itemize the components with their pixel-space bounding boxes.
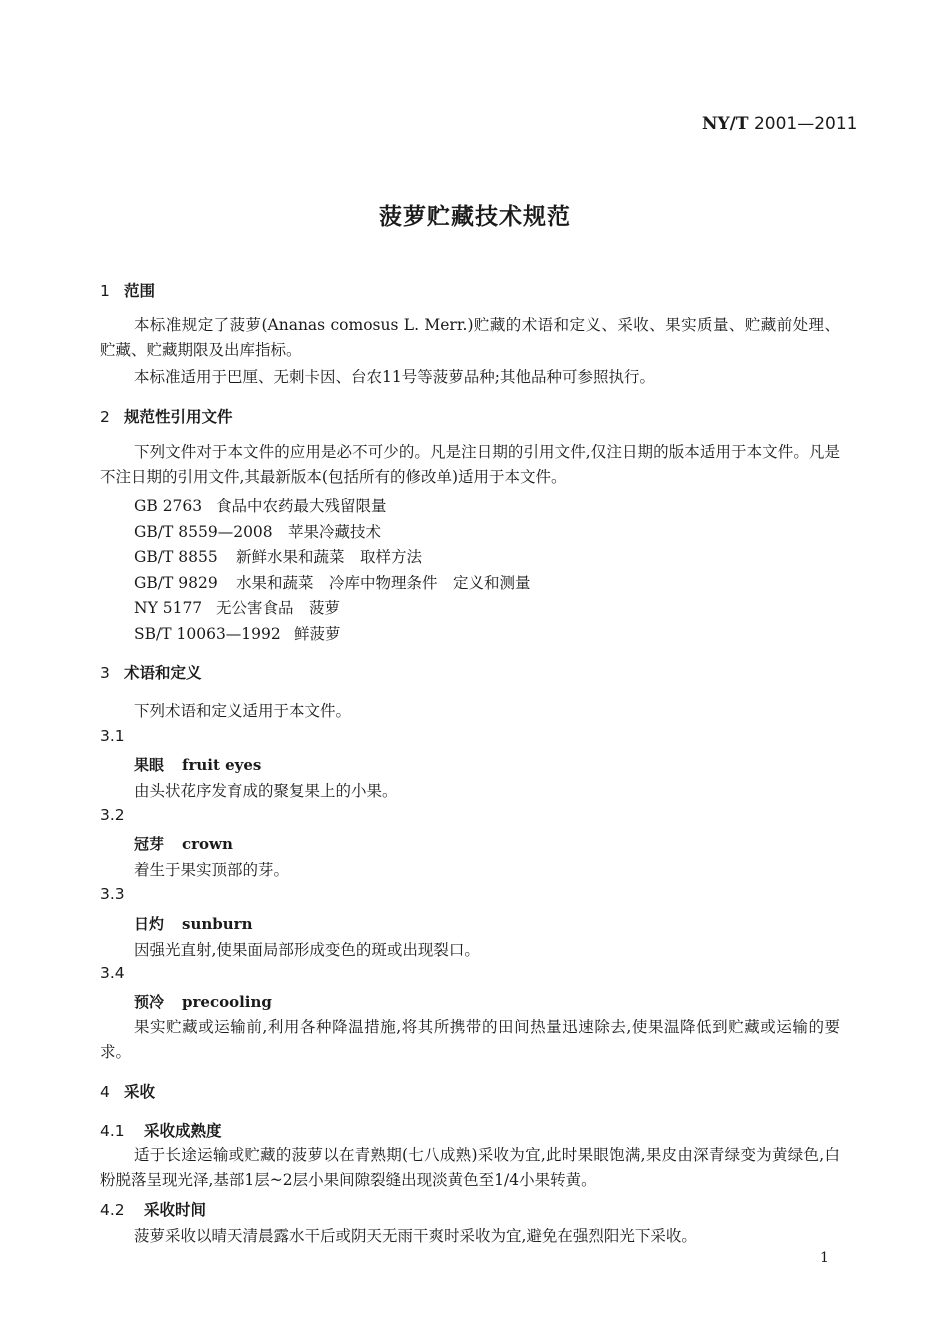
reference-code: GB 2763 <box>134 497 203 515</box>
subsection-4-2-heading <box>100 1198 206 1220</box>
term-english: precooling <box>182 993 272 1011</box>
standard-code-number: 2001—2011 <box>753 114 858 134</box>
term-definition: 因强光直射,使果面局部形成变色的斑或出现裂口。 <box>134 941 480 959</box>
term-chinese: 冠芽 <box>134 835 165 853</box>
term-number: 3.3 <box>100 885 125 903</box>
reference-item <box>134 494 387 516</box>
reference-code: GB/T 8559—2008 <box>134 523 273 541</box>
section-1-paragraph-2: 本标准适用于巴厘、无刺卡因、台农11号等菠萝品种;其他品种可参照执行。 <box>134 368 655 386</box>
term-chinese: 日灼 <box>134 915 165 933</box>
reference-name: 食品中农药最大残留限量 <box>216 497 387 515</box>
term-number: 3.1 <box>100 727 125 745</box>
reference-item <box>134 596 340 618</box>
reference-code: GB/T 8855 <box>134 548 218 566</box>
reference-name: 鲜菠萝 <box>294 625 341 643</box>
term-chinese: 预冷 <box>134 993 165 1011</box>
section-4-heading <box>100 1080 155 1102</box>
subsection-4-2-text: 菠萝采收以晴天清晨露水干后或阴天无雨干爽时采收为宜,避免在强烈阳光下采收。 <box>134 1227 697 1245</box>
reference-name: 苹果冷藏技术 <box>288 523 382 541</box>
section-3-heading <box>100 661 202 683</box>
section-number: 3 <box>100 664 110 682</box>
subsection-4-1-text: 适于长途运输或贮藏的菠萝以在青熟期(七八成熟)采收为宜,此时果眼饱满,果皮由深青绿变为黄绿色,白粉脱落呈现光泽,基部1层~2层小果间隙裂缝出现淡黄色至1/4小果转黄。 <box>100 1146 840 1189</box>
reference-name: 无公害食品 菠萝 <box>216 599 341 617</box>
section-2-heading <box>100 405 233 427</box>
section-number: 2 <box>100 408 110 426</box>
section-2-paragraph-1: 下列文件对于本文件的应用是必不可少的。凡是注日期的引用文件,仅注日期的版本适用于本文件。凡是不注日期的引用文件,其最新版本(包括所有的修改单)适用于本文件。 <box>100 443 840 486</box>
subsection-title: 采收成熟度 <box>144 1122 222 1140</box>
term-definition: 果实贮藏或运输前,利用各种降温措施,将其所携带的田间热量迅速除去,使果温降低到贮藏或运输的要求。 <box>100 1018 840 1061</box>
reference-code: SB/T 10063—1992 <box>134 625 281 643</box>
standard-code <box>702 114 857 134</box>
reference-name: 水果和蔬菜 冷库中物理条件 定义和测量 <box>236 574 531 592</box>
reference-item <box>134 622 341 644</box>
section-number: 1 <box>100 282 110 300</box>
term-chinese: 果眼 <box>134 756 165 774</box>
subsection-title: 采收时间 <box>144 1201 207 1219</box>
reference-code: NY 5177 <box>134 599 203 617</box>
term-number: 3.2 <box>100 806 125 824</box>
term-english: sunburn <box>182 915 253 933</box>
section-title: 采收 <box>124 1083 156 1101</box>
term-definition: 由头状花序发育成的聚复果上的小果。 <box>134 782 398 800</box>
term-heading <box>134 754 261 775</box>
term-english: crown <box>182 835 233 853</box>
reference-item <box>134 545 422 567</box>
reference-item <box>134 571 531 593</box>
reference-code: GB/T 9829 <box>134 574 218 592</box>
term-heading <box>134 991 272 1012</box>
term-heading <box>134 833 233 854</box>
section-title: 术语和定义 <box>124 664 202 682</box>
section-title: 范围 <box>124 282 156 300</box>
term-definition: 着生于果实顶部的芽。 <box>134 861 290 879</box>
term-number: 3.4 <box>100 964 125 982</box>
subsection-number: 4.2 <box>100 1201 125 1219</box>
term-english: fruit eyes <box>182 756 262 774</box>
page-title: 菠萝贮藏技术规范 <box>379 204 571 230</box>
section-3-paragraph-1: 下列术语和定义适用于本文件。 <box>134 702 352 720</box>
reference-name: 新鲜水果和蔬菜 取样方法 <box>236 548 423 566</box>
reference-item <box>134 520 381 542</box>
subsection-4-1-heading <box>100 1119 222 1141</box>
term-heading <box>134 913 252 934</box>
section-number: 4 <box>100 1083 110 1101</box>
section-1-heading <box>100 279 155 301</box>
page-number: 1 <box>820 1250 829 1266</box>
subsection-number: 4.1 <box>100 1122 125 1140</box>
standard-code-prefix: NY/T <box>702 114 749 134</box>
section-1-paragraph-1: 本标准规定了菠萝(Ananas comosus L. Merr.)贮藏的术语和定义、采收、果实质量、贮藏前处理、贮藏、贮藏期限及出库指标。 <box>100 316 840 359</box>
section-title: 规范性引用文件 <box>124 408 233 426</box>
